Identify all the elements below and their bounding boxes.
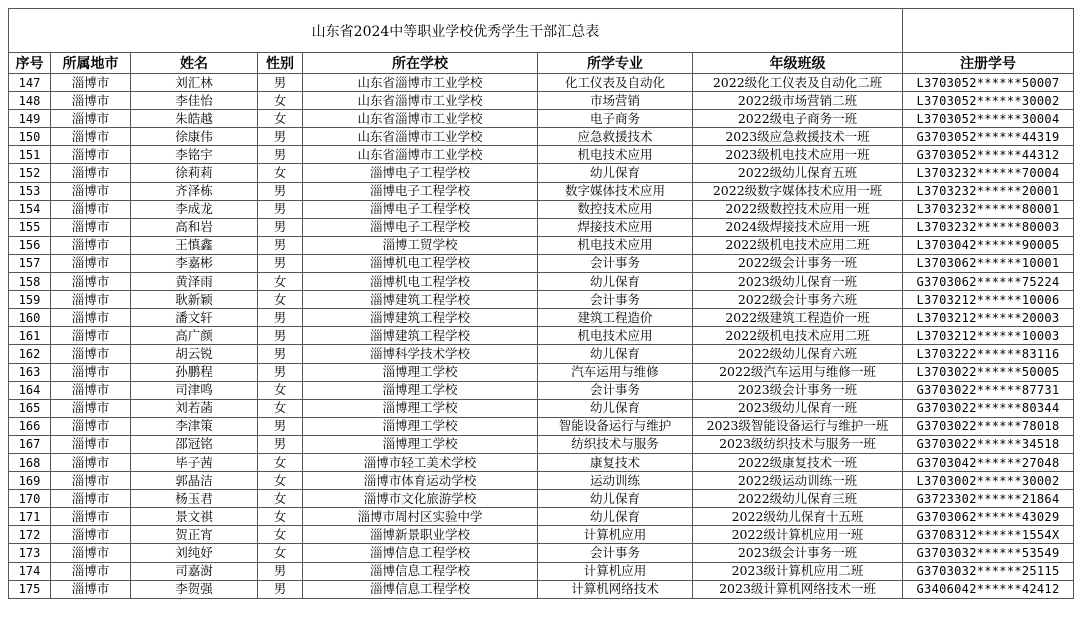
row-name: 李成龙 bbox=[131, 200, 258, 218]
row-city: 淄博市 bbox=[51, 74, 131, 92]
row-seq: 171 bbox=[9, 508, 51, 526]
row-school: 淄博建筑工程学校 bbox=[303, 291, 538, 309]
row-seq: 152 bbox=[9, 164, 51, 182]
row-major: 计算机网络技术 bbox=[538, 580, 693, 598]
row-seq: 147 bbox=[9, 74, 51, 92]
row-seq: 158 bbox=[9, 273, 51, 291]
row-name: 毕子茜 bbox=[131, 453, 258, 471]
row-reg-no: G3406042******42412 bbox=[903, 580, 1074, 598]
row-reg-no: L3703232******20001 bbox=[903, 182, 1074, 200]
row-gender: 男 bbox=[258, 74, 303, 92]
row-city: 淄博市 bbox=[51, 218, 131, 236]
row-city: 淄博市 bbox=[51, 544, 131, 562]
row-name: 胡云锐 bbox=[131, 345, 258, 363]
row-name: 高和岩 bbox=[131, 218, 258, 236]
row-major: 会计事务 bbox=[538, 544, 693, 562]
row-reg-no: L3703212******10006 bbox=[903, 291, 1074, 309]
row-class: 2023级机电技术应用一班 bbox=[693, 146, 903, 164]
table-row bbox=[9, 363, 1074, 381]
row-major: 幼儿保育 bbox=[538, 345, 693, 363]
row-major: 会计事务 bbox=[538, 254, 693, 272]
row-class: 2022级康复技术一班 bbox=[693, 453, 903, 471]
row-class: 2022级电子商务一班 bbox=[693, 110, 903, 128]
row-gender: 男 bbox=[258, 146, 303, 164]
row-city: 淄博市 bbox=[51, 164, 131, 182]
header-class: 年级班级 bbox=[693, 53, 903, 74]
header-gender: 性别 bbox=[258, 53, 303, 74]
row-school: 山东省淄博市工业学校 bbox=[303, 74, 538, 92]
header-name: 姓名 bbox=[131, 53, 258, 74]
row-major: 计算机应用 bbox=[538, 562, 693, 580]
row-class: 2022级会计事务一班 bbox=[693, 254, 903, 272]
row-name: 刘若菡 bbox=[131, 399, 258, 417]
row-reg-no: L3703212******20003 bbox=[903, 309, 1074, 327]
header-row bbox=[9, 53, 1074, 74]
row-class: 2022级数控技术应用一班 bbox=[693, 200, 903, 218]
table-row bbox=[9, 110, 1074, 128]
row-city: 淄博市 bbox=[51, 381, 131, 399]
row-major: 康复技术 bbox=[538, 453, 693, 471]
row-school: 淄博电子工程学校 bbox=[303, 182, 538, 200]
row-name: 齐泽栋 bbox=[131, 182, 258, 200]
row-class: 2022级幼儿保育三班 bbox=[693, 490, 903, 508]
row-school: 淄博信息工程学校 bbox=[303, 580, 538, 598]
row-seq: 149 bbox=[9, 110, 51, 128]
row-seq: 162 bbox=[9, 345, 51, 363]
row-reg-no: L3703022******50005 bbox=[903, 363, 1074, 381]
row-name: 朱皓越 bbox=[131, 110, 258, 128]
table-row bbox=[9, 291, 1074, 309]
row-gender: 女 bbox=[258, 110, 303, 128]
row-gender: 女 bbox=[258, 490, 303, 508]
row-name: 李铭宇 bbox=[131, 146, 258, 164]
row-school: 淄博电子工程学校 bbox=[303, 164, 538, 182]
row-class: 2022级机电技术应用二班 bbox=[693, 327, 903, 345]
row-reg-no: L3703232******80003 bbox=[903, 218, 1074, 236]
row-class: 2023级幼儿保育一班 bbox=[693, 399, 903, 417]
row-school: 淄博市轻工美术学校 bbox=[303, 453, 538, 471]
row-class: 2022级市场营销二班 bbox=[693, 92, 903, 110]
row-class: 2023级会计事务一班 bbox=[693, 544, 903, 562]
row-city: 淄博市 bbox=[51, 399, 131, 417]
row-name: 邵冠铭 bbox=[131, 435, 258, 453]
row-school: 淄博建筑工程学校 bbox=[303, 327, 538, 345]
row-class: 2022级计算机应用一班 bbox=[693, 526, 903, 544]
row-class: 2022级汽车运用与维修一班 bbox=[693, 363, 903, 381]
row-major: 机电技术应用 bbox=[538, 146, 693, 164]
row-class: 2023级幼儿保育一班 bbox=[693, 273, 903, 291]
row-class: 2022级化工仪表及自动化二班 bbox=[693, 74, 903, 92]
row-major: 焊接技术应用 bbox=[538, 218, 693, 236]
table-row bbox=[9, 562, 1074, 580]
table-row bbox=[9, 580, 1074, 598]
row-school: 淄博市周村区实验中学 bbox=[303, 508, 538, 526]
row-seq: 151 bbox=[9, 146, 51, 164]
row-gender: 男 bbox=[258, 363, 303, 381]
row-school: 淄博信息工程学校 bbox=[303, 544, 538, 562]
row-seq: 170 bbox=[9, 490, 51, 508]
row-major: 电子商务 bbox=[538, 110, 693, 128]
row-gender: 男 bbox=[258, 435, 303, 453]
row-reg-no: G3723302******21864 bbox=[903, 490, 1074, 508]
row-school: 淄博工贸学校 bbox=[303, 236, 538, 254]
row-city: 淄博市 bbox=[51, 92, 131, 110]
row-city: 淄博市 bbox=[51, 200, 131, 218]
row-school: 淄博新景职业学校 bbox=[303, 526, 538, 544]
row-city: 淄博市 bbox=[51, 128, 131, 146]
row-city: 淄博市 bbox=[51, 291, 131, 309]
row-seq: 172 bbox=[9, 526, 51, 544]
row-gender: 男 bbox=[258, 218, 303, 236]
table-row bbox=[9, 490, 1074, 508]
table-row bbox=[9, 182, 1074, 200]
row-class: 2023级计算机应用二班 bbox=[693, 562, 903, 580]
row-gender: 男 bbox=[258, 417, 303, 435]
row-class: 2024级焊接技术应用一班 bbox=[693, 218, 903, 236]
row-gender: 男 bbox=[258, 128, 303, 146]
table-row bbox=[9, 417, 1074, 435]
row-city: 淄博市 bbox=[51, 562, 131, 580]
row-reg-no: G3703022******78018 bbox=[903, 417, 1074, 435]
row-name: 高广颜 bbox=[131, 327, 258, 345]
row-school: 淄博理工学校 bbox=[303, 399, 538, 417]
header-seq: 序号 bbox=[9, 53, 51, 74]
row-gender: 女 bbox=[258, 381, 303, 399]
row-seq: 159 bbox=[9, 291, 51, 309]
row-reg-no: L3703052******30004 bbox=[903, 110, 1074, 128]
row-name: 王慎鑫 bbox=[131, 236, 258, 254]
row-seq: 161 bbox=[9, 327, 51, 345]
row-school: 淄博理工学校 bbox=[303, 381, 538, 399]
row-major: 纺织技术与服务 bbox=[538, 435, 693, 453]
row-school: 山东省淄博市工业学校 bbox=[303, 92, 538, 110]
row-gender: 女 bbox=[258, 291, 303, 309]
row-gender: 男 bbox=[258, 562, 303, 580]
row-seq: 175 bbox=[9, 580, 51, 598]
title-blank-cell bbox=[903, 9, 1074, 53]
row-seq: 160 bbox=[9, 309, 51, 327]
row-gender: 男 bbox=[258, 254, 303, 272]
row-school: 淄博理工学校 bbox=[303, 363, 538, 381]
row-school: 淄博信息工程学校 bbox=[303, 562, 538, 580]
row-name: 耿新颖 bbox=[131, 291, 258, 309]
table-title: 山东省2024中等职业学校优秀学生干部汇总表 bbox=[9, 9, 903, 53]
table-row bbox=[9, 92, 1074, 110]
row-class: 2023级计算机网络技术一班 bbox=[693, 580, 903, 598]
row-reg-no: G3703022******80344 bbox=[903, 399, 1074, 417]
row-name: 司嘉澍 bbox=[131, 562, 258, 580]
row-seq: 173 bbox=[9, 544, 51, 562]
table-row bbox=[9, 218, 1074, 236]
row-name: 孙鹏程 bbox=[131, 363, 258, 381]
row-name: 贺正宵 bbox=[131, 526, 258, 544]
header-reg-no: 注册学号 bbox=[903, 53, 1074, 74]
row-reg-no: G3703062******75224 bbox=[903, 273, 1074, 291]
row-city: 淄博市 bbox=[51, 327, 131, 345]
row-major: 数字媒体技术应用 bbox=[538, 182, 693, 200]
row-seq: 154 bbox=[9, 200, 51, 218]
table-row bbox=[9, 345, 1074, 363]
row-seq: 148 bbox=[9, 92, 51, 110]
row-gender: 男 bbox=[258, 200, 303, 218]
row-reg-no: L3703052******30002 bbox=[903, 92, 1074, 110]
row-name: 李津策 bbox=[131, 417, 258, 435]
row-school: 淄博市体育运动学校 bbox=[303, 472, 538, 490]
student-summary-table bbox=[8, 8, 1074, 599]
row-seq: 165 bbox=[9, 399, 51, 417]
row-school: 淄博市文化旅游学校 bbox=[303, 490, 538, 508]
row-gender: 女 bbox=[258, 526, 303, 544]
row-gender: 男 bbox=[258, 309, 303, 327]
row-name: 徐康伟 bbox=[131, 128, 258, 146]
table-row bbox=[9, 526, 1074, 544]
row-gender: 女 bbox=[258, 453, 303, 471]
row-major: 机电技术应用 bbox=[538, 236, 693, 254]
row-gender: 女 bbox=[258, 544, 303, 562]
row-city: 淄博市 bbox=[51, 490, 131, 508]
row-gender: 男 bbox=[258, 345, 303, 363]
table-row bbox=[9, 327, 1074, 345]
row-major: 数控技术应用 bbox=[538, 200, 693, 218]
row-gender: 男 bbox=[258, 236, 303, 254]
row-seq: 167 bbox=[9, 435, 51, 453]
row-reg-no: G3703022******87731 bbox=[903, 381, 1074, 399]
table-row bbox=[9, 128, 1074, 146]
row-city: 淄博市 bbox=[51, 110, 131, 128]
row-school: 淄博理工学校 bbox=[303, 417, 538, 435]
row-reg-no: L3703222******83116 bbox=[903, 345, 1074, 363]
row-reg-no: L3703232******80001 bbox=[903, 200, 1074, 218]
header-school: 所在学校 bbox=[303, 53, 538, 74]
row-name: 景文祺 bbox=[131, 508, 258, 526]
row-school: 淄博建筑工程学校 bbox=[303, 309, 538, 327]
row-seq: 169 bbox=[9, 472, 51, 490]
row-reg-no: G3708312******1554X bbox=[903, 526, 1074, 544]
row-class: 2022级运动训练一班 bbox=[693, 472, 903, 490]
row-seq: 168 bbox=[9, 453, 51, 471]
row-major: 市场营销 bbox=[538, 92, 693, 110]
row-gender: 女 bbox=[258, 472, 303, 490]
table-row bbox=[9, 146, 1074, 164]
row-major: 智能设备运行与维护 bbox=[538, 417, 693, 435]
row-reg-no: L3703232******70004 bbox=[903, 164, 1074, 182]
row-name: 李佳怡 bbox=[131, 92, 258, 110]
row-major: 机电技术应用 bbox=[538, 327, 693, 345]
row-major: 幼儿保育 bbox=[538, 273, 693, 291]
row-seq: 153 bbox=[9, 182, 51, 200]
row-school: 淄博机电工程学校 bbox=[303, 273, 538, 291]
row-gender: 女 bbox=[258, 508, 303, 526]
row-reg-no: G3703052******44319 bbox=[903, 128, 1074, 146]
row-school: 淄博电子工程学校 bbox=[303, 218, 538, 236]
table-row bbox=[9, 453, 1074, 471]
header-major: 所学专业 bbox=[538, 53, 693, 74]
row-seq: 155 bbox=[9, 218, 51, 236]
row-name: 潘文轩 bbox=[131, 309, 258, 327]
row-seq: 156 bbox=[9, 236, 51, 254]
row-city: 淄博市 bbox=[51, 363, 131, 381]
row-school: 淄博机电工程学校 bbox=[303, 254, 538, 272]
row-city: 淄博市 bbox=[51, 472, 131, 490]
row-major: 幼儿保育 bbox=[538, 490, 693, 508]
row-reg-no: L3703062******10001 bbox=[903, 254, 1074, 272]
row-gender: 女 bbox=[258, 399, 303, 417]
row-school: 山东省淄博市工业学校 bbox=[303, 128, 538, 146]
row-seq: 164 bbox=[9, 381, 51, 399]
table-row bbox=[9, 273, 1074, 291]
row-name: 黄泽雨 bbox=[131, 273, 258, 291]
row-city: 淄博市 bbox=[51, 254, 131, 272]
row-reg-no: L3703002******30002 bbox=[903, 472, 1074, 490]
row-reg-no: G3703022******34518 bbox=[903, 435, 1074, 453]
row-reg-no: G3703062******43029 bbox=[903, 508, 1074, 526]
row-school: 淄博理工学校 bbox=[303, 435, 538, 453]
row-major: 会计事务 bbox=[538, 291, 693, 309]
row-class: 2023级会计事务一班 bbox=[693, 381, 903, 399]
row-major: 会计事务 bbox=[538, 381, 693, 399]
row-school: 淄博科学技术学校 bbox=[303, 345, 538, 363]
row-major: 幼儿保育 bbox=[538, 399, 693, 417]
header-city: 所属地市 bbox=[51, 53, 131, 74]
row-reg-no: L3703042******90005 bbox=[903, 236, 1074, 254]
row-city: 淄博市 bbox=[51, 526, 131, 544]
title-row bbox=[9, 9, 1074, 53]
row-gender: 女 bbox=[258, 92, 303, 110]
row-gender: 男 bbox=[258, 327, 303, 345]
row-seq: 163 bbox=[9, 363, 51, 381]
row-seq: 157 bbox=[9, 254, 51, 272]
row-city: 淄博市 bbox=[51, 309, 131, 327]
row-school: 山东省淄博市工业学校 bbox=[303, 146, 538, 164]
row-gender: 女 bbox=[258, 164, 303, 182]
row-class: 2022级建筑工程造价一班 bbox=[693, 309, 903, 327]
row-class: 2022级会计事务六班 bbox=[693, 291, 903, 309]
row-reg-no: G3703032******25115 bbox=[903, 562, 1074, 580]
table-row bbox=[9, 508, 1074, 526]
table-row bbox=[9, 254, 1074, 272]
row-city: 淄博市 bbox=[51, 273, 131, 291]
table-row bbox=[9, 544, 1074, 562]
row-seq: 150 bbox=[9, 128, 51, 146]
row-seq: 174 bbox=[9, 562, 51, 580]
row-city: 淄博市 bbox=[51, 435, 131, 453]
row-gender: 女 bbox=[258, 273, 303, 291]
row-class: 2022级幼儿保育五班 bbox=[693, 164, 903, 182]
row-class: 2022级幼儿保育六班 bbox=[693, 345, 903, 363]
row-reg-no: G3703052******44312 bbox=[903, 146, 1074, 164]
table-row bbox=[9, 74, 1074, 92]
row-name: 刘纯妤 bbox=[131, 544, 258, 562]
row-city: 淄博市 bbox=[51, 417, 131, 435]
row-city: 淄博市 bbox=[51, 345, 131, 363]
row-reg-no: G3703042******27048 bbox=[903, 453, 1074, 471]
row-school: 淄博电子工程学校 bbox=[303, 200, 538, 218]
row-class: 2022级机电技术应用二班 bbox=[693, 236, 903, 254]
table-row bbox=[9, 309, 1074, 327]
row-seq: 166 bbox=[9, 417, 51, 435]
table-row bbox=[9, 200, 1074, 218]
row-name: 司津鸣 bbox=[131, 381, 258, 399]
row-class: 2023级纺织技术与服务一班 bbox=[693, 435, 903, 453]
row-name: 徐莉莉 bbox=[131, 164, 258, 182]
row-city: 淄博市 bbox=[51, 146, 131, 164]
table-row bbox=[9, 164, 1074, 182]
row-class: 2022级数字媒体技术应用一班 bbox=[693, 182, 903, 200]
row-name: 郭晶洁 bbox=[131, 472, 258, 490]
row-city: 淄博市 bbox=[51, 453, 131, 471]
row-reg-no: G3703032******53549 bbox=[903, 544, 1074, 562]
row-major: 运动训练 bbox=[538, 472, 693, 490]
row-class: 2023级智能设备运行与维护一班 bbox=[693, 417, 903, 435]
row-major: 建筑工程造价 bbox=[538, 309, 693, 327]
row-gender: 男 bbox=[258, 182, 303, 200]
row-city: 淄博市 bbox=[51, 236, 131, 254]
row-class: 2022级幼儿保育十五班 bbox=[693, 508, 903, 526]
table-row bbox=[9, 381, 1074, 399]
table-row bbox=[9, 399, 1074, 417]
table-body bbox=[9, 74, 1074, 599]
row-name: 李贺强 bbox=[131, 580, 258, 598]
row-reg-no: L3703212******10003 bbox=[903, 327, 1074, 345]
row-major: 汽车运用与维修 bbox=[538, 363, 693, 381]
row-name: 李嘉彬 bbox=[131, 254, 258, 272]
row-gender: 男 bbox=[258, 580, 303, 598]
row-class: 2023级应急救援技术一班 bbox=[693, 128, 903, 146]
row-city: 淄博市 bbox=[51, 182, 131, 200]
table-row bbox=[9, 236, 1074, 254]
row-major: 幼儿保育 bbox=[538, 164, 693, 182]
row-reg-no: L3703052******50007 bbox=[903, 74, 1074, 92]
row-school: 山东省淄博市工业学校 bbox=[303, 110, 538, 128]
table-row bbox=[9, 435, 1074, 453]
row-major: 应急救援技术 bbox=[538, 128, 693, 146]
row-name: 杨玉君 bbox=[131, 490, 258, 508]
table-row bbox=[9, 472, 1074, 490]
row-name: 刘汇林 bbox=[131, 74, 258, 92]
row-city: 淄博市 bbox=[51, 508, 131, 526]
row-major: 计算机应用 bbox=[538, 526, 693, 544]
row-city: 淄博市 bbox=[51, 580, 131, 598]
row-major: 化工仪表及自动化 bbox=[538, 74, 693, 92]
row-major: 幼儿保育 bbox=[538, 508, 693, 526]
